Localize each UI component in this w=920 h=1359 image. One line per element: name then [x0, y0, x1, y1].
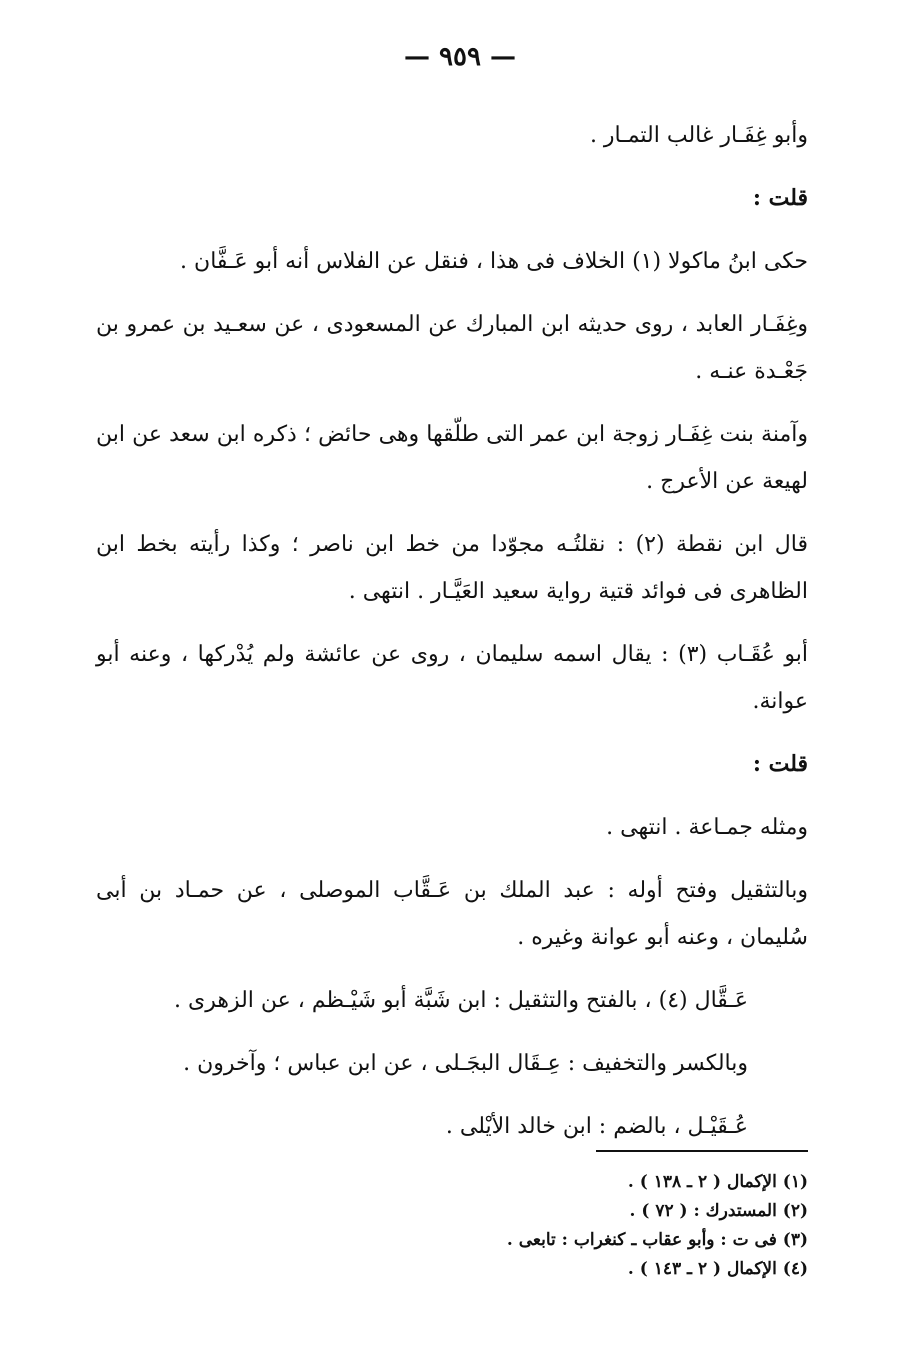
- footnote-4: (٤) الإكمال ( ٢ ـ ١٤٣ ) .: [627, 1259, 808, 1279]
- paragraph-ghiffar-tammar: وأبو غِفَـار غالب التمـار .: [589, 123, 808, 148]
- paragraph-ghiffar-abid: وغِفَـار العابد ، روى حديثه ابن المبارك عن المسعودى ، عن سعـيد بن عمرو بن جَعْـدة عنـه .: [96, 312, 808, 384]
- footnote-3: (٣) فى ت : وأبو عقاب ـ كنغراب : تابعى .: [506, 1230, 808, 1250]
- heading-qult-1: قلت :: [752, 185, 808, 211]
- paragraph-uqayl: عُـقَيْـل ، بالضم : ابن خالد الأيْلى .: [445, 1114, 748, 1139]
- paragraph-tathqil: وبالتثقيل وفتح أوله : عبد الملك بن عَـقَّاب الموصلى ، عن حمـاد بن أبى سُليمان ، وعنه أبو عوانة وغيره .: [96, 878, 808, 950]
- paragraph-mithluhu-jamaa: ومثله جمـاعة . انتهى .: [606, 815, 808, 840]
- page-number: — ٩٥٩ —: [403, 42, 517, 72]
- footnote-1: (١) الإكمال ( ٢ ـ ١٣٨ ) .: [627, 1172, 808, 1192]
- body-text: [96, 112, 808, 1166]
- paragraph-ibn-makula: حكى ابنُ ماكولا (١) الخلاف فى هذا ، فنقل عن الفلاس أنه أبو عَـفَّان .: [180, 249, 808, 274]
- footnotes: [288, 1168, 808, 1284]
- paragraph-amina-bint-ghiffar: وآمنة بنت غِفَـار زوجة ابن عمر التى طلّقها وهى حائض ؛ ذكره ابن سعد عن ابن لهيعة عن الأعرج .: [96, 422, 808, 494]
- footnote-2: (٢) المستدرك : ( ٧٢ ) .: [629, 1201, 808, 1221]
- footnote-divider: [596, 1150, 808, 1152]
- paragraph-abu-uqab: أبو عُقَـاب (٣) : يقال اسمه سليمان ، روى عن عائشة ولم يُدْركها ، وعنه أبو عوانة.: [96, 642, 808, 714]
- paragraph-iqal: وبالكسر والتخفيف : عِـقَال البجَـلى ، عن ابن عباس ؛ وآخرون .: [183, 1051, 748, 1076]
- heading-qult-2: قلت :: [752, 751, 808, 777]
- paragraph-ibn-nuqta: قال ابن نقطة (٢) : نقلتُـه مجوّدا من خط ابن ناصر ؛ وكذا رأيته بخط ابن الظاهرى فى فوائد قتية رواية سعيد العَيَّـار . انتهى .: [96, 532, 808, 604]
- paragraph-aqqal: عَـقَّال (٤) ، بالفتح والتثقيل : ابن شَبَّة أبو شَيْـظم ، عن الزهرى .: [174, 988, 748, 1013]
